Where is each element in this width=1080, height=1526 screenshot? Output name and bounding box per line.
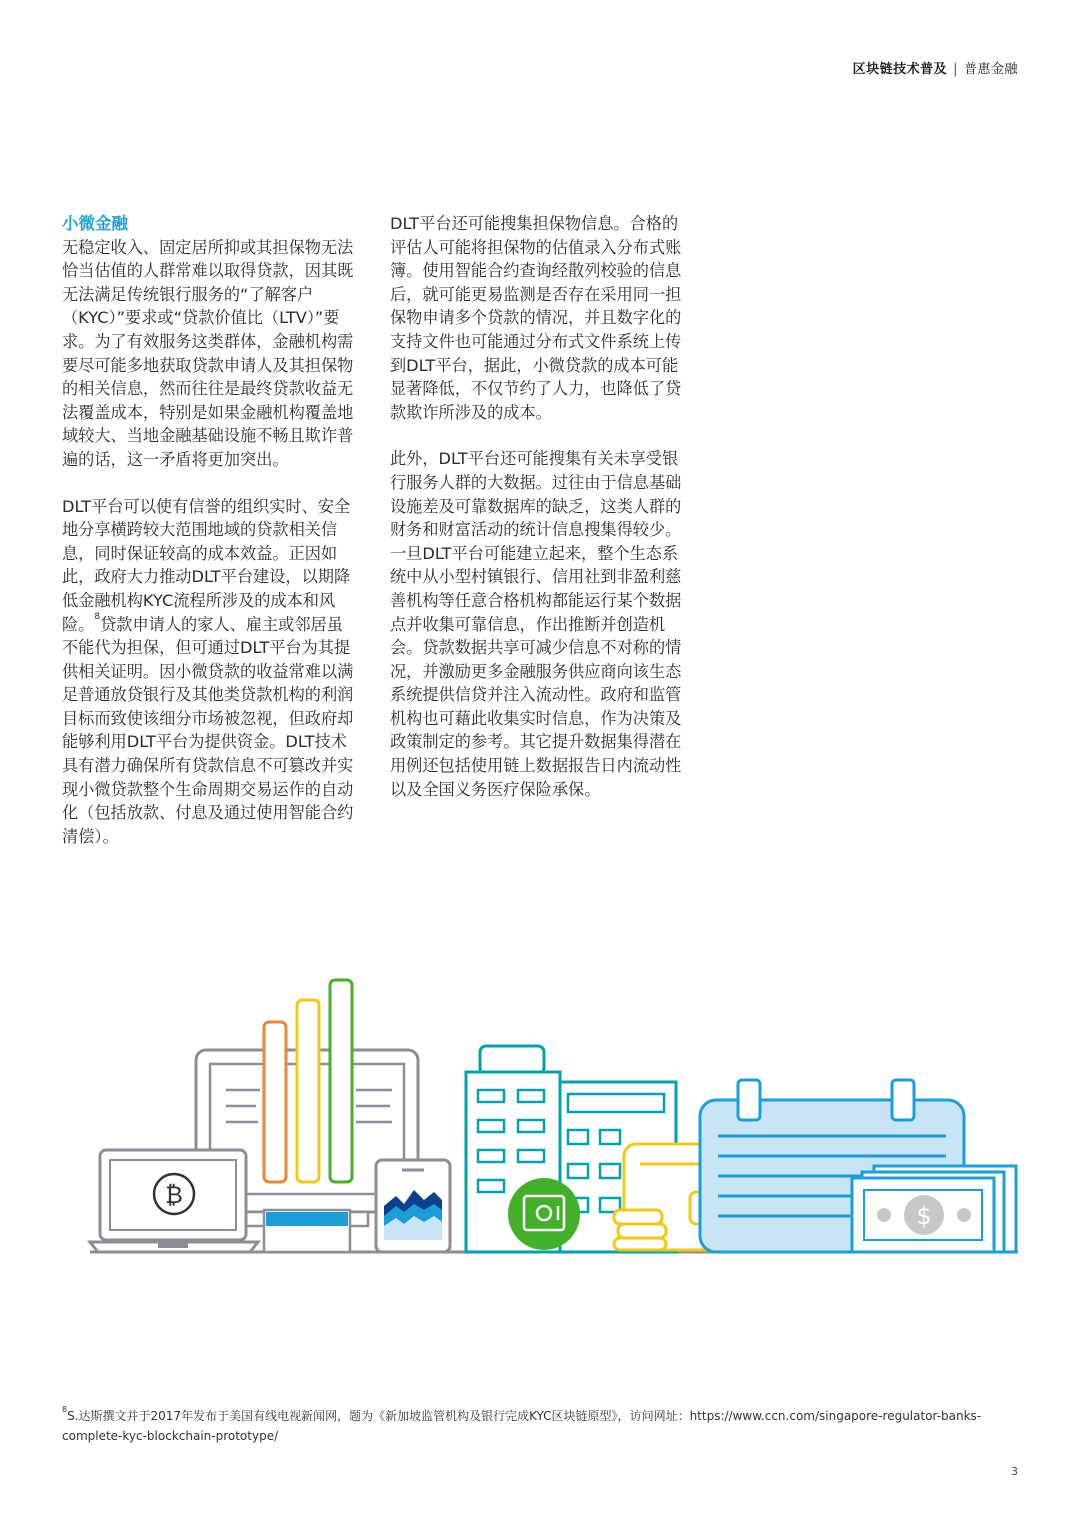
paragraph-text: DLT平台可以使有信誉的组织实时、安全地分享横跨较大范围地域的贷款相关信息，同时保证较高的成本效益。正因如此，政府大力推动DLT平台建设，以期降低金融机构KYC流程所涉及的成本和风险。 (62, 496, 351, 634)
paragraph: 此外，DLT平台还可能搜集有关未享受银行服务人群的大数据。过往由于信息基础设施差及可靠数据库的缺乏，这类人群的财务和财富活动的统计信息搜集得较少。一旦DLT平台可能建立起来，整个生态系统中从小型村镇银行、信用社到非盈利慈善机构等任意合格机构都能运行某个数据点并收集可靠信息，作出推断并创造机会。贷款数据共享可减少信息不对称的情况，并激励更多金融服务供应商向该生态系统提供信贷并注入流动性。政府和监管机构也可藉此收集实时信息，作为决策及政策制定的参考。其它提升数据集得潜在用例还包括使用链上数据报告日内流动性以及全国义务医疗保险承保。 (390, 449, 682, 799)
banknote-icon (852, 1166, 1016, 1252)
right-column (390, 212, 685, 824)
paragraph-text: 贷款申请人的家人、雇主或邻居虽不能代为担保，但可通过DLT平台为其提供相关证明。因小微贷款的收益常难以满足普通放贷银行及其他类贷款机构的利润目标而致使该细分市场被忽视，但政府却能够利用DLT平台为提供资金。DLT技术具有潜力确保所有贷款信息不可篡改并实现小微贷款整个生命周期交易运作的自动化（包括放款、付息及通过使用智能合约清偿）。 (62, 614, 354, 846)
header-title: 区块链技术普及 (852, 62, 948, 77)
bar-columns-icon (264, 980, 352, 1182)
paragraph: 无稳定收入、固定居所抑或其担保物无法恰当估值的人群常难以取得贷款，因其既无法满足传统银行服务的“了解客户（KYC）”要求或“贷款价值比（LTV）”要求。为了有效服务这类群体，金融机构需要尽可能多地获取贷款申请人及其担保物的相关信息，然而往往是最终贷款收益无法覆盖成本，特别是如果金融机构覆盖地域较大、当地金融基础设施不畅且欺诈普遍的话，这一矛盾将更加突出。 (62, 237, 354, 469)
bitcoin-icon (154, 1174, 194, 1214)
paragraph: DLT平台还可能搜集担保物信息。合格的评估人可能将担保物的估值录入分布式账簿。使用智能合约查询经散列校验的信息后，就可能更易监测是否存在采用同一担保物申请多个贷款的情况，并且数字化的支持文件也可能通过分布式文件系统上传到DLT平台，据此，小微贷款的成本可能显著降低，不仅节约了人力，也降低了贷款欺诈所涉及的成本。 (390, 214, 682, 422)
running-header (853, 58, 1018, 77)
footnote-ref[interactable]: 8 (94, 611, 101, 622)
fintech-illustration (0, 960, 1080, 1270)
header-separator: | (953, 62, 958, 77)
footnote-mark: 8 (62, 1405, 68, 1414)
left-column (62, 212, 357, 871)
svg-text:$: $ (916, 1202, 932, 1230)
dollar-icon (916, 1202, 931, 1230)
svg-text:₿: ₿ (165, 1181, 183, 1209)
footnote-text: S.达斯撰文并于2017年发布于美国有线电视新闻网，题为《新加坡监管机构及银行完成KYC区块链原型》，访问网址：https://www.ccn.com/singapore-regulator-banks-complete-kyc-blockchain-prototype/ (62, 1409, 982, 1443)
header-subtitle: 普惠金融 (963, 62, 1018, 77)
safe-icon (508, 1178, 580, 1250)
tablet-chart-icon (376, 1160, 450, 1252)
section-title: 小微金融 (62, 214, 128, 233)
paragraph (62, 495, 357, 849)
page-number: 3 (1011, 1465, 1018, 1478)
footnote (62, 1406, 1022, 1446)
